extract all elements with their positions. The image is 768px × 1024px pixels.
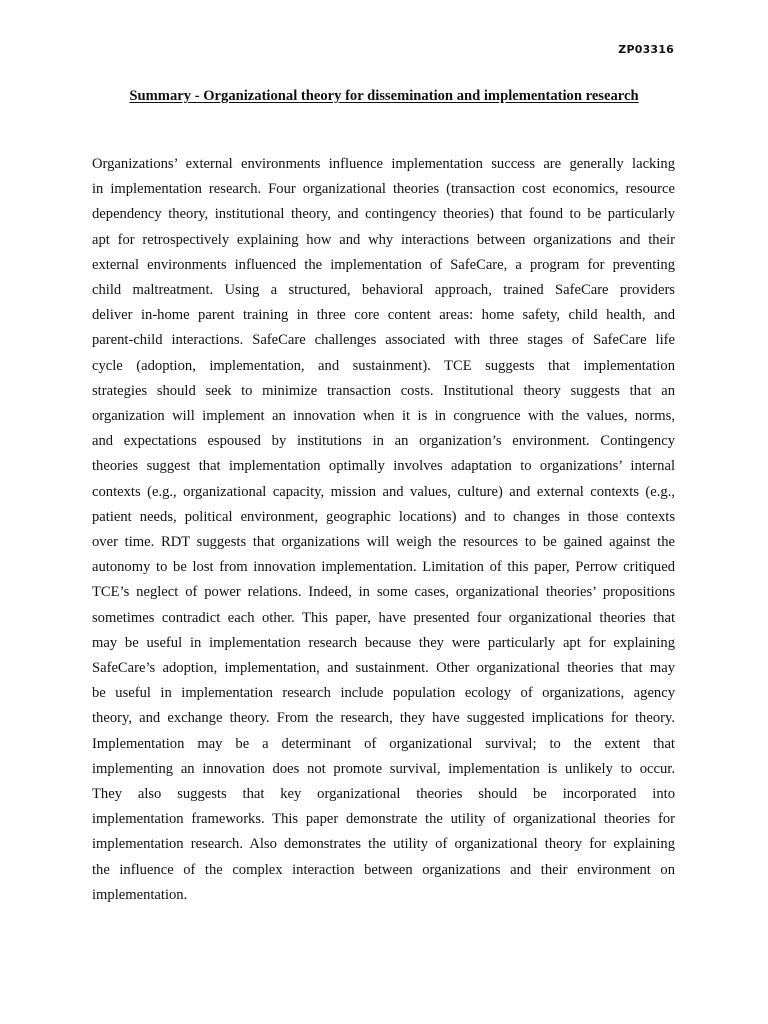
paragraph-line: theories suggest that implementation optimally involves adaptation to organizations’ internal bbox=[92, 458, 675, 475]
paragraph-line: over time. RDT suggests that organizations will weigh the resources to be gained against the bbox=[92, 534, 675, 551]
paragraph-line: autonomy to be lost from innovation implementation. Limitation of this paper, Perrow critiqued bbox=[92, 559, 675, 576]
paragraph-line: SafeCare’s adoption, implementation, and sustainment. Other organizational theories that may bbox=[92, 660, 675, 677]
paragraph-line: implementation research. Also demonstrates the utility of organizational theory for explaining bbox=[92, 836, 675, 853]
paragraph-line: organization will implement an innovation when it is in congruence with the values, norms, bbox=[92, 408, 675, 425]
paragraph-line: child maltreatment. Using a structured, behavioral approach, trained SafeCare providers bbox=[92, 282, 675, 299]
paragraph-line: Implementation may be a determinant of organizational survival; to the extent that bbox=[92, 735, 675, 752]
paragraph-line: Organizations’ external environments influence implementation success are generally lacking bbox=[92, 156, 675, 172]
paragraph-line: contexts (e.g., organizational capacity, mission and values, culture) and external contexts (e.g., bbox=[92, 483, 675, 500]
paragraph-line: may be useful in implementation research because they were particularly apt for explaining bbox=[92, 634, 675, 651]
paragraph-line: implementation. bbox=[92, 886, 188, 903]
paragraph-line: dependency theory, institutional theory, and contingency theories) that found to be particularly bbox=[92, 206, 675, 223]
paragraph-line: parent-child interactions. SafeCare challenges associated with three stages of SafeCare life bbox=[92, 332, 675, 349]
paragraph-line: apt for retrospectively explaining how and why interactions between organizations and their bbox=[92, 231, 675, 248]
paragraph-line: be useful in implementation research include population ecology of organizations, agency bbox=[92, 685, 675, 702]
paragraph-line: the influence of the complex interaction between organizations and their environment on bbox=[92, 861, 675, 878]
summary-paragraph bbox=[92, 152, 675, 908]
paragraph-line: external environments influenced the implementation of SafeCare, a program for preventing bbox=[92, 256, 675, 273]
document-id: ZP03316 bbox=[618, 43, 674, 56]
paragraph-line: cycle (adoption, implementation, and sustainment). TCE suggests that implementation bbox=[92, 357, 675, 374]
paragraph-line: strategies should seek to minimize transaction costs. Institutional theory suggests that an bbox=[92, 382, 675, 399]
paragraph-line: TCE’s neglect of power relations. Indeed, in some cases, organizational theories’ propositions bbox=[92, 584, 675, 601]
document-title: Summary - Organizational theory for dissemination and implementation research bbox=[129, 88, 639, 104]
paragraph-line: They also suggests that key organizational theories should be incorporated into bbox=[92, 786, 675, 803]
paragraph-line: patient needs, political environment, geographic locations) and to changes in those contexts bbox=[92, 508, 675, 525]
paragraph-line: in implementation research. Four organizational theories (transaction cost economics, resource bbox=[92, 181, 675, 198]
paragraph-line: and expectations espoused by institutions in an organization’s environment. Contingency bbox=[92, 433, 675, 450]
paragraph-line: theory, and exchange theory. From the research, they have suggested implications for theory. bbox=[92, 710, 675, 727]
paragraph-line: sometimes contradict each other. This paper, have presented four organizational theories that bbox=[92, 609, 675, 626]
paragraph-line: deliver in-home parent training in three core content areas: home safety, child health, and bbox=[92, 307, 675, 324]
paragraph-line: implementing an innovation does not promote survival, implementation is unlikely to occur. bbox=[92, 760, 675, 777]
paragraph-line: implementation frameworks. This paper demonstrate the utility of organizational theories for bbox=[92, 811, 675, 828]
